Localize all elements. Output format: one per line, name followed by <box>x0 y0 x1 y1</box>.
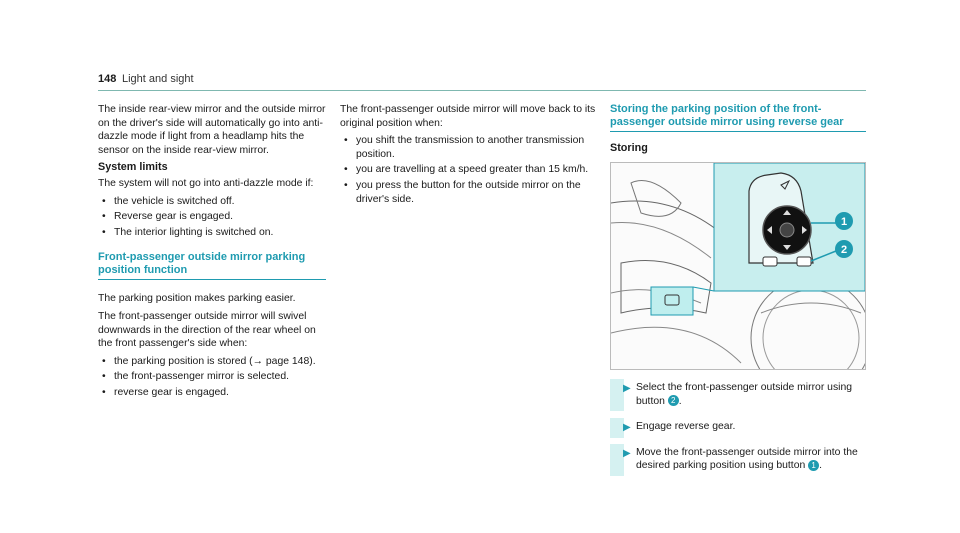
page-number: 148 <box>98 73 117 85</box>
door-panel-drawing <box>611 163 865 369</box>
running-title: Light and sight <box>122 73 194 85</box>
list-item: • the vehicle is switched off. <box>102 195 235 207</box>
step-3: ▶ Move the front-passenger outside mirror into the desired parking position using button 1 . <box>610 446 866 473</box>
step-2: ▶ Engage reverse gear. <box>610 420 866 434</box>
step-arrow-icon: ▶ <box>623 422 631 434</box>
instruction-steps <box>610 381 866 481</box>
list-item: • reverse gear is engaged. <box>102 386 229 398</box>
header-rule <box>98 90 866 91</box>
step-arrow-icon: ▶ <box>623 447 631 459</box>
list-item: • you are travelling at a speed greater than 15 km/h. <box>344 164 589 176</box>
list-item: • you press the button for the outside mirror on the driver's side. <box>344 179 581 205</box>
column-2 <box>340 103 596 208</box>
mirror-control-illustration <box>610 162 866 370</box>
storing-heading: Storing the parking position of the front-passenger outside mirror using reverse gear <box>610 103 866 132</box>
limits-heading: System limits <box>98 161 168 174</box>
section-paragraph-1: The parking position makes parking easier. <box>98 293 296 305</box>
button-1-badge: 1 <box>808 460 819 471</box>
section-heading: Front-passenger outside mirror parking position function <box>98 251 326 280</box>
page-reference-link[interactable]: the parking position is stored (→ page 148). <box>114 355 316 367</box>
column-1 <box>98 103 326 402</box>
list-item: • the front-passenger mirror is selected. <box>102 371 289 383</box>
list-item: • The interior lighting is switched on. <box>102 226 274 238</box>
limits-intro: The system will not go into anti-dazzle mode if: <box>98 177 314 189</box>
button-2-badge: 2 <box>668 395 679 406</box>
section-paragraph-2: The front-passenger outside mirror will swivel downwards in the direction of the rear wheel on the front passenger's side when: <box>98 310 316 350</box>
return-intro: The front-passenger outside mirror will move back to its original position when: <box>340 104 596 129</box>
column-3 <box>610 103 866 158</box>
callout-1-label: 1 <box>840 216 848 228</box>
list-item: • Reverse gear is engaged. <box>102 211 233 223</box>
step-arrow-icon: ▶ <box>623 383 631 394</box>
section-list <box>98 355 326 400</box>
return-list <box>340 134 596 206</box>
limits-list <box>98 195 326 240</box>
callout-2-label: 2 <box>840 244 848 256</box>
list-item: • you shift the transmission to another transmission position. <box>344 135 585 160</box>
list-item: • the parking position is stored (→ page 148). <box>102 355 316 367</box>
storing-subheading: Storing <box>610 142 648 154</box>
step-1: ▶ Select the front-passenger outside mirror using button 2 . <box>610 381 866 408</box>
intro-paragraph: The inside rear-view mirror and the outside mirror on the driver's side will automatically go into anti-dazzle mode if light from a headlamp hits the sensor on the inside rear-view mirror. <box>98 104 326 156</box>
